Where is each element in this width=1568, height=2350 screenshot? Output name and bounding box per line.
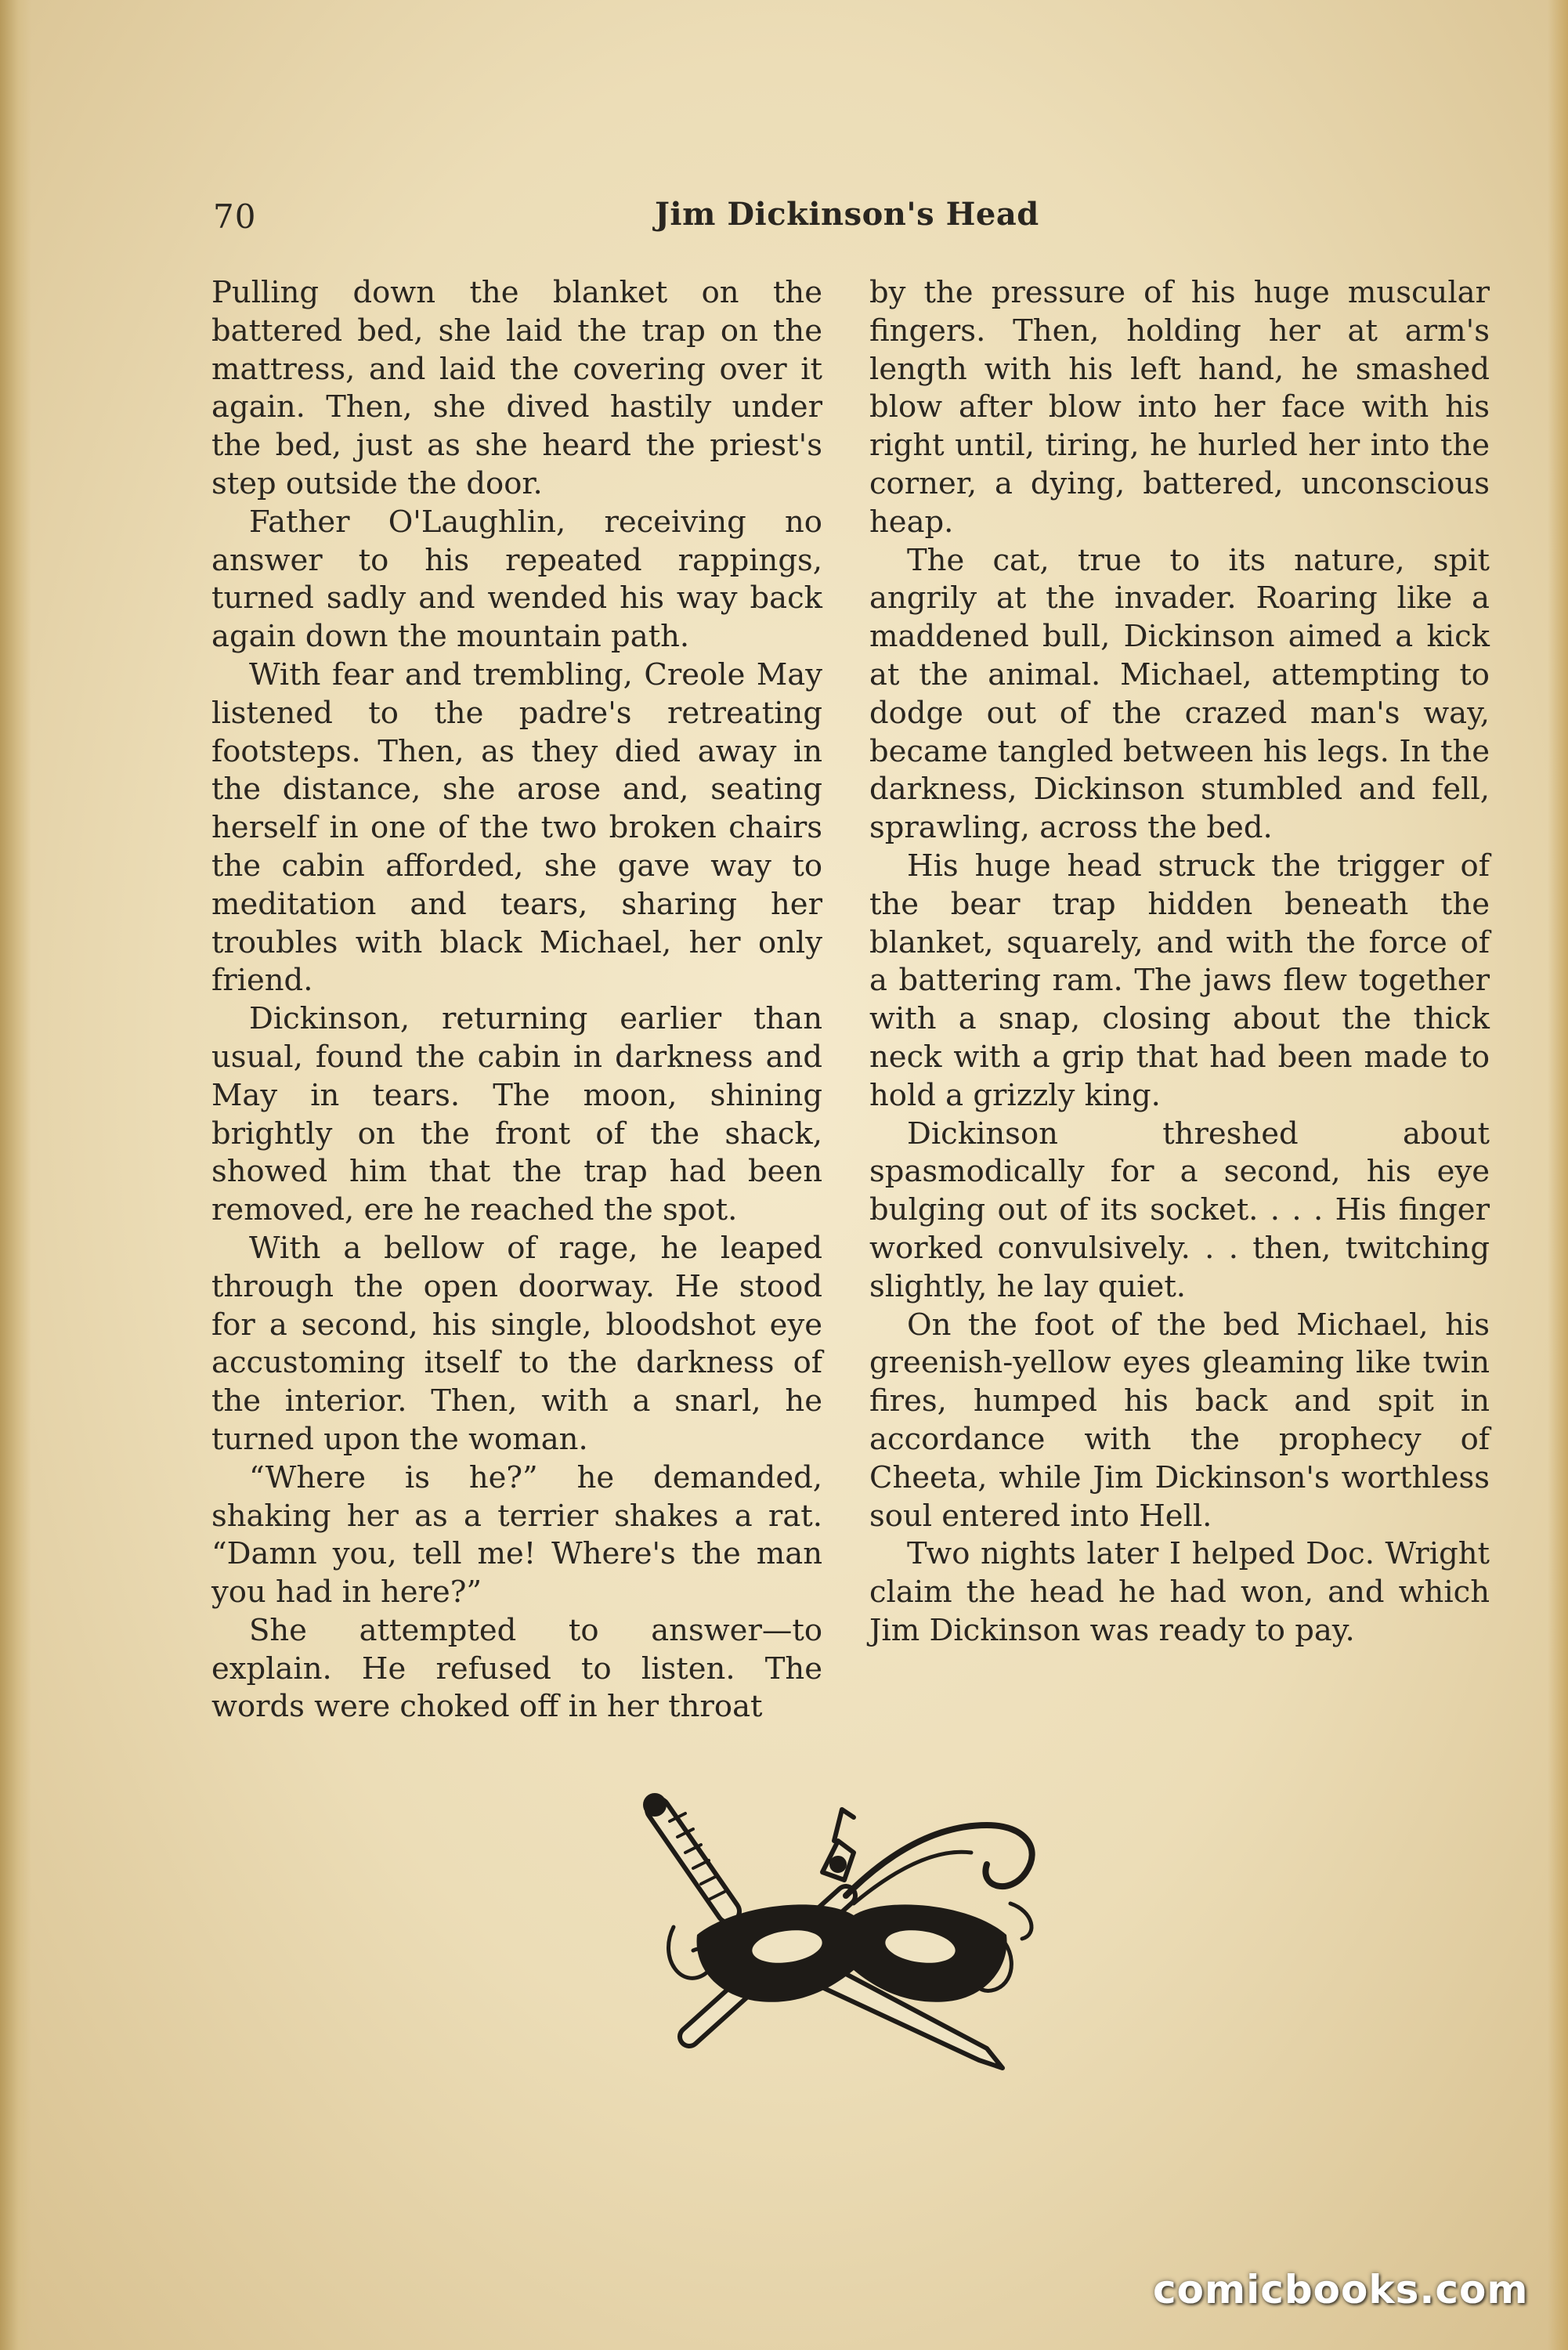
paragraph: Two nights later I helped Doc. Wright claim the head he had won, and which Jim Dickinson was ready to pay. <box>869 1536 1490 1648</box>
left-column <box>211 274 822 1726</box>
paragraph: She attempted to answer—to explain. He refused to listen. The words were choked off in her throat <box>211 1612 822 1725</box>
paragraph: On the foot of the bed Michael, his greenish-yellow eyes gleaming like twin fires, humped his back and spit in accordance with the prophecy of Cheeta, while Jim Dickinson's worthless soul entered into Hell. <box>869 1307 1490 1534</box>
paragraph: The cat, true to its nature, spit angrily at the invader. Roaring like a maddened bull, Dickinson aimed a kick at the animal. Michael, attempting to dodge out of the crazed man's way, became tangled between his legs. In the darkness, Dickinson stumbled and fell, sprawling, across the bed. <box>869 542 1490 846</box>
right-column <box>869 274 1490 1650</box>
mask-dagger-pistol-icon <box>642 1778 1050 2092</box>
paragraph: Pulling down the blanket on the battered bed, she laid the trap on the mattress, and laid the covering over it again. Then, she dived hastily under the bed, just as she heard the priest's step outside the door. <box>211 275 822 501</box>
page-left-edge <box>0 0 31 2350</box>
page-number: 70 <box>213 197 257 236</box>
paragraph: Dickinson threshed about spasmodically for a second, his eye bulging out of its socket. . . . His finger worked convulsively. . . then, twitching slightly, he lay quiet. <box>869 1115 1490 1304</box>
paragraph: Father O'Laughlin, receiving no answer to his repeated rappings, turned sadly and wended his way back again down the mountain path. <box>211 504 822 655</box>
paragraph: “Where is he?” he demanded, shaking her as a terrier shakes a rat. “Damn you, tell me! Where's the man you had in here?” <box>211 1459 822 1611</box>
paragraph: Dickinson, returning earlier than usual, found the cabin in darkness and May in tears. The moon, shining brightly on the front of the shack, showed him that the trap had been removed, ere he reached the spot. <box>211 1001 822 1228</box>
paragraph: With a bellow of rage, he leaped through the open doorway. He stood for a second, his single, bloodshot eye accustoming itself to the darkness of the interior. Then, with a snarl, he turned upon the woman. <box>211 1230 822 1457</box>
paragraph: His huge head struck the trigger of the bear trap hidden beneath the blanket, squarely, and with the force of a battering ram. The jaws flew together with a snap, closing about the thick neck with a grip that had been made to hold a grizzly king. <box>869 848 1490 1113</box>
watermark-text: comicbooks.com <box>1153 2267 1529 2312</box>
page-right-edge <box>1548 0 1568 2350</box>
running-title: Jim Dickinson's Head <box>655 196 1039 233</box>
paragraph: by the pressure of his huge muscular fingers. Then, holding her at arm's length with his left hand, he smashed blow after blow into her face with his right until, tiring, he hurled her into the corner, a dying, battered, unconscious heap. <box>869 275 1490 540</box>
paragraph: With fear and trembling, Creole May listened to the padre's retreating footsteps. Then, as they died away in the distance, she arose and, seating herself in one of the two broken chairs the cabin afforded, she gave way to meditation and tears, sharing her troubles with black Michael, her only friend. <box>211 656 822 999</box>
